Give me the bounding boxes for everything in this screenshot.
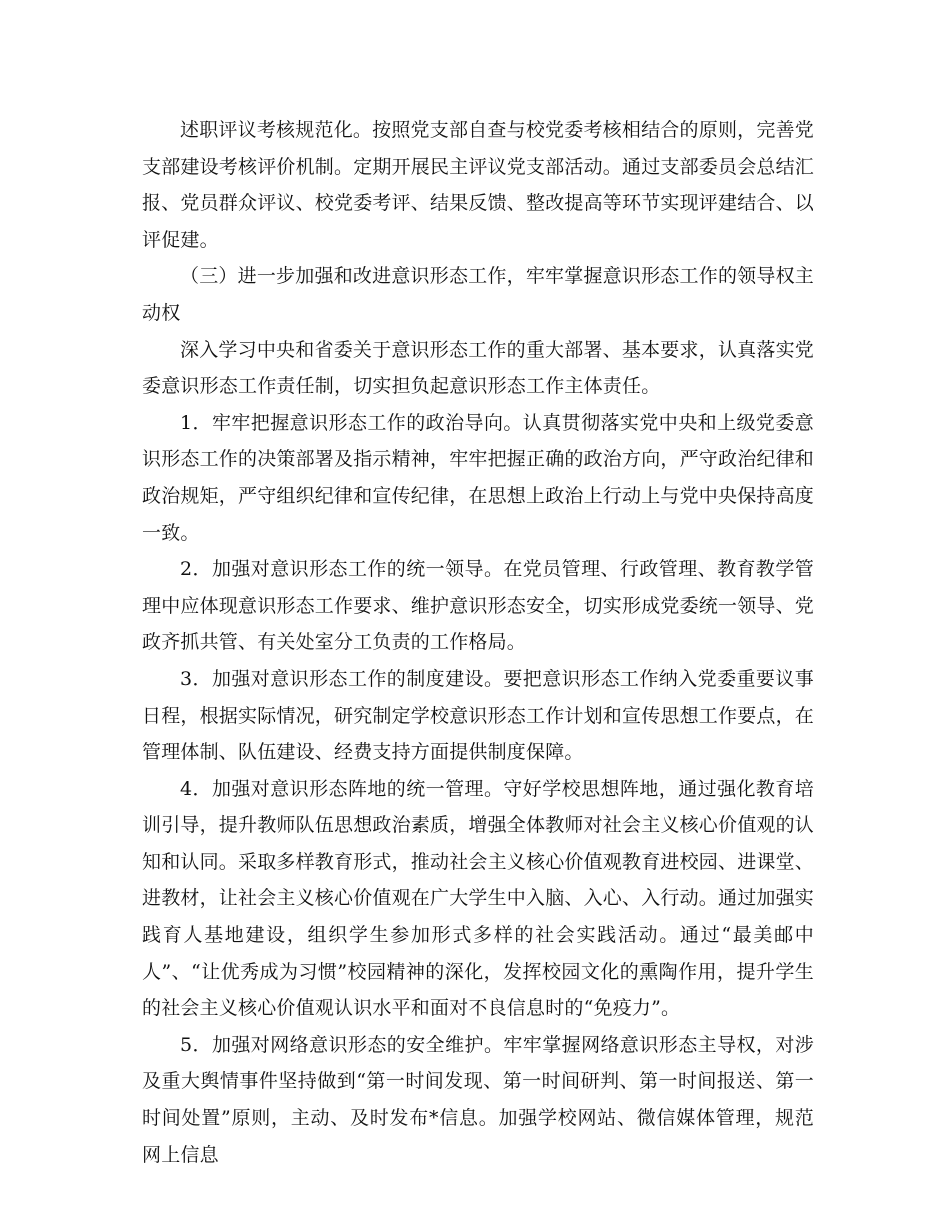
paragraph-item-3: 3．加强对意识形态工作的制度建设。要把意识形态工作纳入党委重要议事日程，根据实际情况，研究制定学校意识形态工作计划和宣传思想工作要点，在管理体制、队伍建设、经费支持方面提供制度保障。 — [142, 667, 815, 764]
paragraph-item-2: 2．加强对意识形态工作的统一领导。在党员管理、行政管理、教育教学管理中应体现意识形态工作要求、维护意识形态安全，切实形成党委统一领导、党政齐抓共管、有关处室分工负责的工作格局。 — [142, 558, 815, 654]
paragraph-item-4: 4．加强对意识形态阵地的统一管理。守好学校思想阵地，通过强化教育培训引导，提升教师队伍思想政治素质，增强全体教师对社会主义核心价值观的认知和认同。采取多样教育形式，推动社会主义核心价值观教育进校园、进课堂、进教材，让社会主义核心价值观在广大学生中入脑、入心、入行动。通过加强实践育人基地建设，组织学生参加形式多样的社会实践活动。通过“最美邮中人”、“让优秀成为习惯”校园精神的深化，发挥校园文化的熏陶作用，提升学生的社会主义核心价值观认识水平和面对不良信息时的“免疫力”。 — [142, 777, 815, 1020]
paragraph-evaluation: 述职评议考核规范化。按照党支部自查与校党委考核相结合的原则，完善党支部建设考核评价机制。定期开展民主评议党支部活动。通过支部委员会总结汇报、党员群众评议、校党委考评、结果反馈、整改提高等环节实现评建结合、以评促建。 — [142, 119, 815, 251]
paragraph-item-1: 1．牢牢把握意识形态工作的政治导向。认真贯彻落实党中央和上级党委意识形态工作的决策部署及指示精神，牢牢把握正确的政治方向，严守政治纪律和政治规矩，严守组织纪律和宣传纪律，在思想上政治上行动上与党中央保持高度一致。 — [142, 411, 815, 544]
paragraph-study: 深入学习中央和省委关于意识形态工作的重大部署、基本要求，认真落实党委意识形态工作责任制，切实担负起意识形态工作主体责任。 — [142, 338, 814, 398]
document-body — [142, 112, 814, 1173]
paragraph-item-5: 5．加强对网络意识形态的安全维护。牢牢掌握网络意识形态主导权，对涉及重大舆情事件坚持做到“第一时间发现、第一时间研判、第一时间报送、第一时间处置”原则，主动、及时发布*信息。加强学校网站、微信媒体管理，规范网上信息 — [142, 1033, 814, 1166]
section-heading-ideology: （三）进一步加强和改进意识形态工作，牢牢掌握意识形态工作的领导权主动权 — [142, 265, 814, 324]
